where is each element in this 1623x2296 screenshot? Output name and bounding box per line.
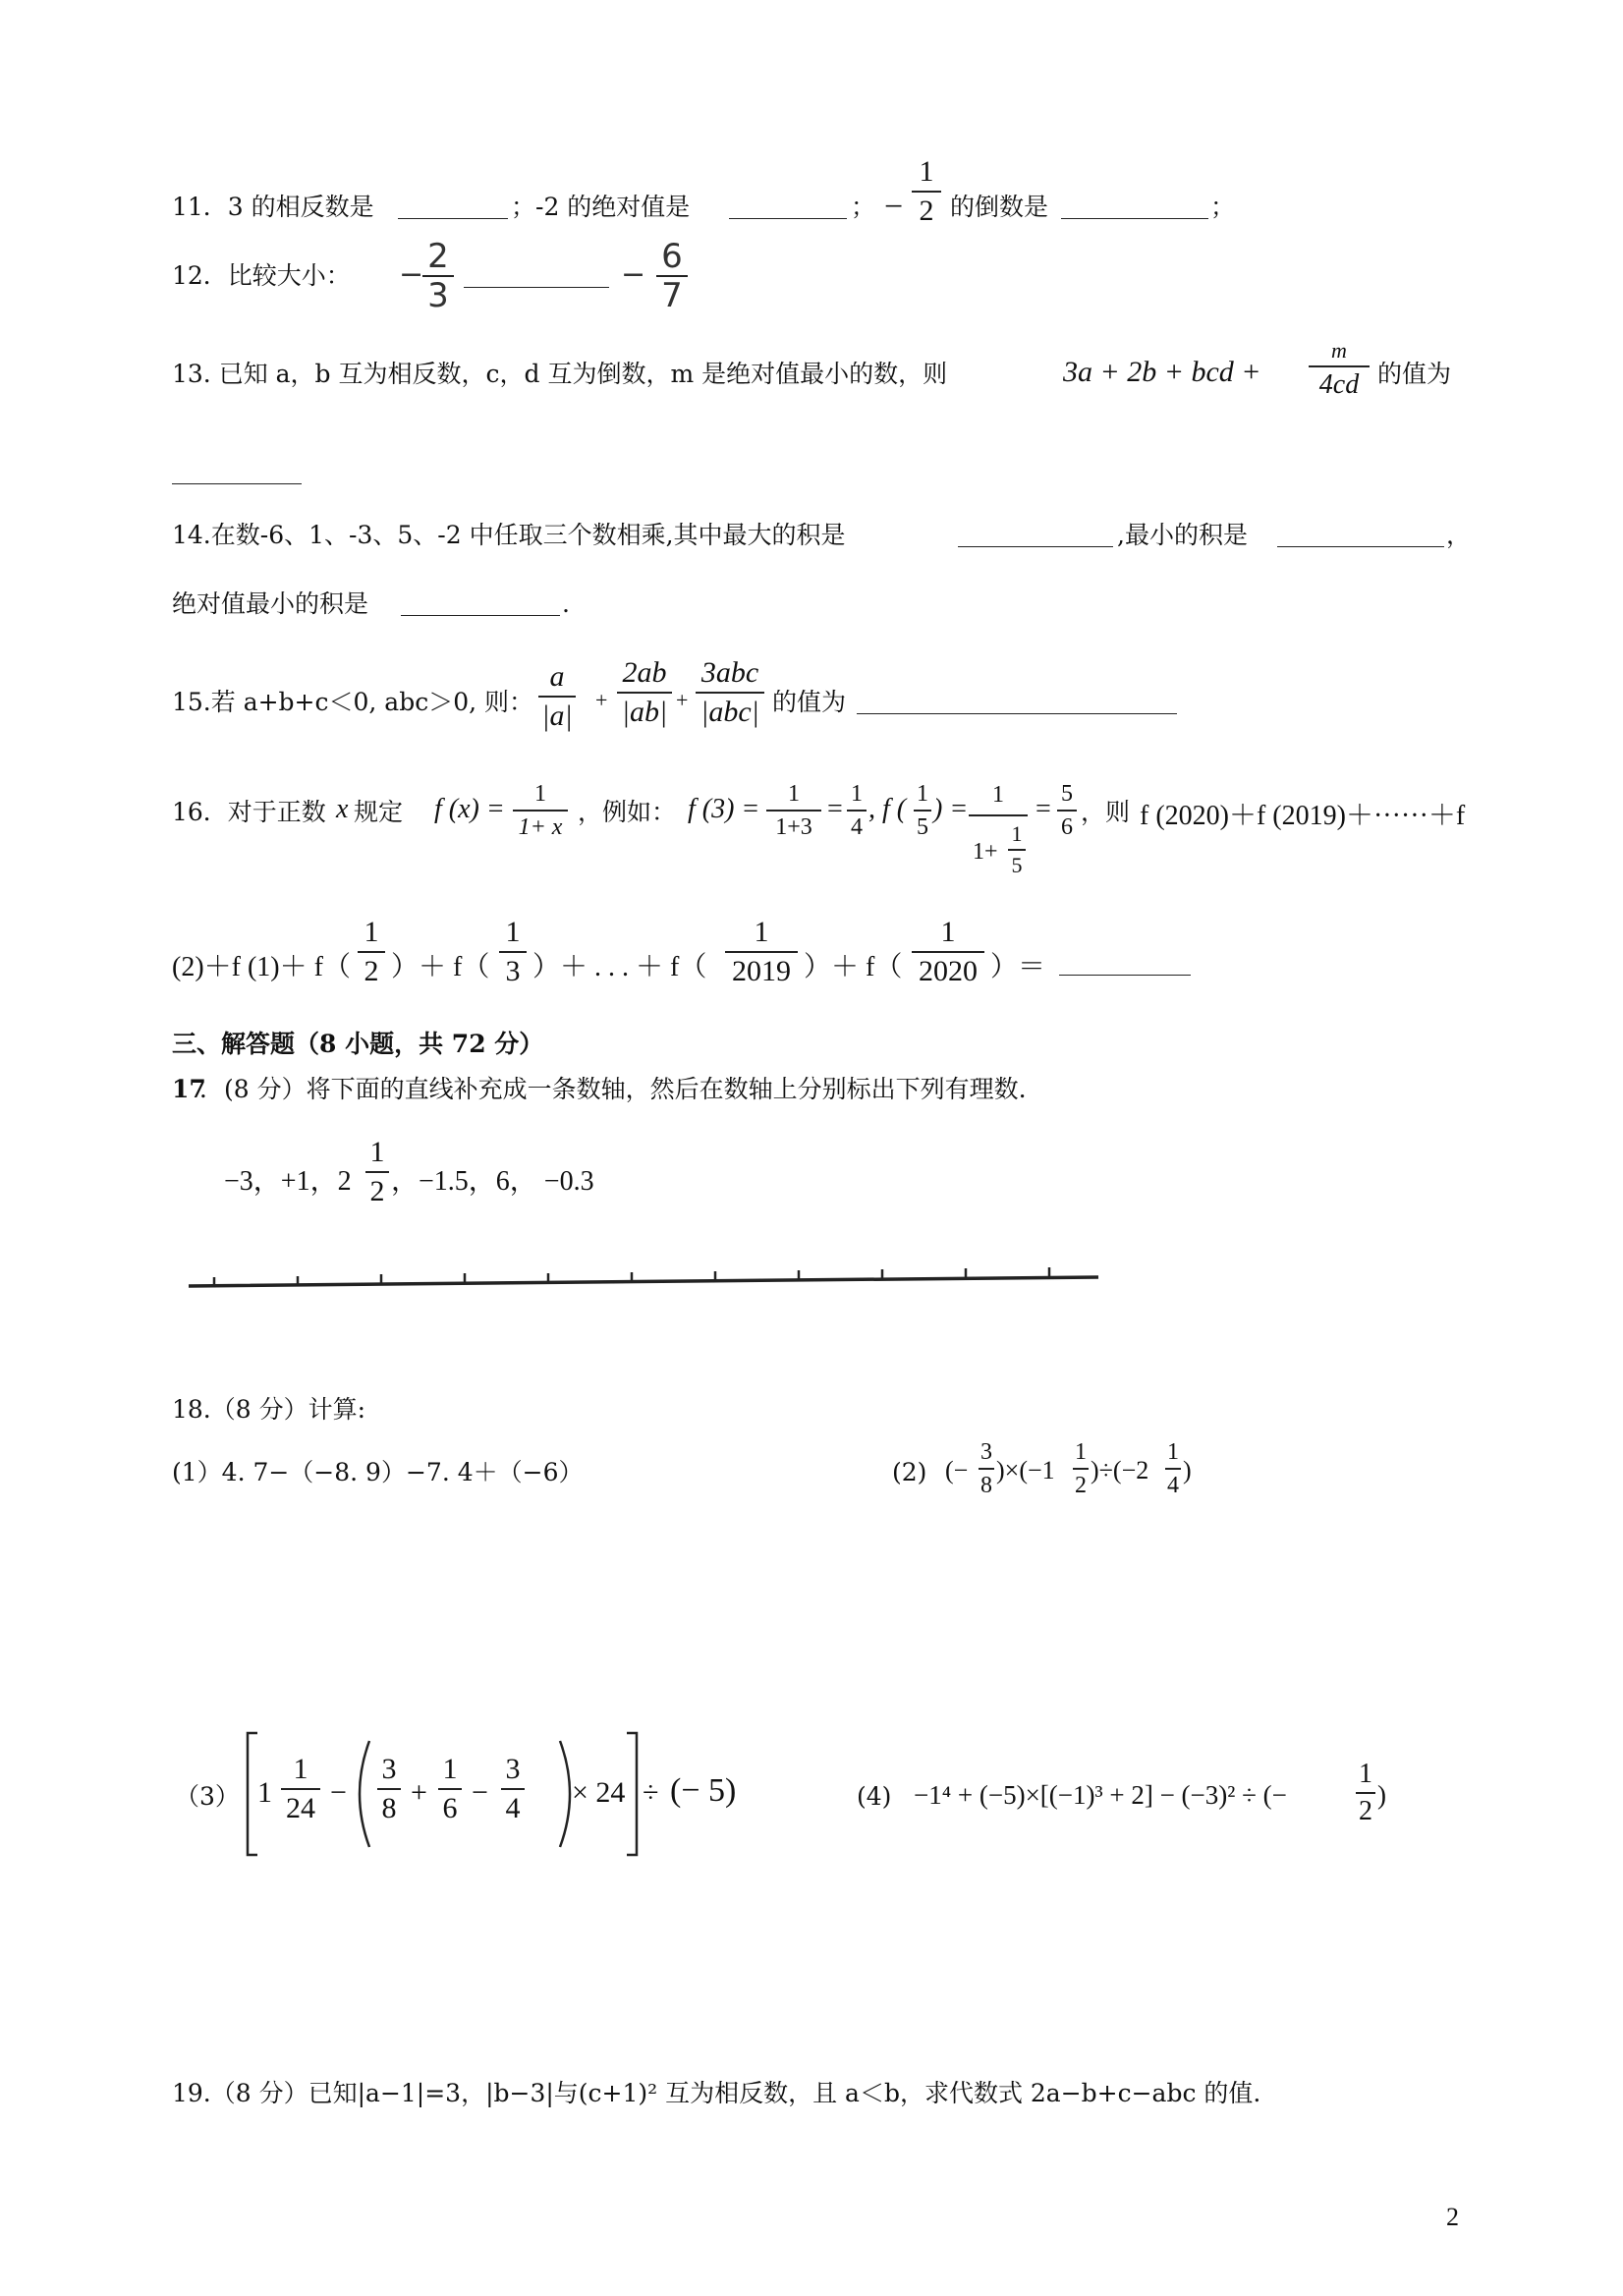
fraction-bar [438,1788,462,1790]
q18-p2-f2-den: 2 [1075,1473,1087,1498]
q16-eq-2: = [1035,794,1051,824]
q14-blank-abs[interactable] [401,615,560,616]
q15-f1-num: a [549,660,565,693]
q18-p2-frac-1 [979,1440,994,1497]
q16-f15-arg-num: 1 [917,781,928,807]
q16-t-den: 3 [505,955,521,987]
q17-mixed-fraction [365,1138,389,1206]
q16-h-den: 2 [364,955,379,987]
q18-p2-f1-den: 8 [980,1473,992,1498]
fraction-bar [501,1788,525,1790]
q13-text: 13. 已知 a，b 互为相反数，c，d 互为倒数，m 是绝对值最小的数，则 [172,360,948,388]
q16-rule: 规定 [354,798,404,826]
fraction-bar [538,696,576,698]
q16-f15-den-frac [1008,823,1026,876]
q11-minus: − [884,189,904,225]
q16-frac-2020 [912,918,984,986]
fraction-bar [725,951,798,953]
q17-values-a: −3，+1，2 [224,1166,352,1197]
fraction-bar [914,810,931,812]
fraction-bar [1073,1468,1089,1470]
q16-f15-pre: , f ( [868,794,907,824]
q16-f3-den: 1+3 [775,814,812,840]
q12-left-den: 3 [427,276,449,315]
q17-values-b: ，−1.5，6， −0.3 [391,1166,594,1197]
q16-f15-arg-den: 5 [917,814,928,840]
q15-fraction-1 [538,662,576,731]
q18-p3-frac-3 [438,1755,462,1823]
q11-frac-den: 2 [919,195,934,227]
q18-p2-a: (− [945,1456,969,1484]
q18-p2-f3-den: 4 [1167,1473,1179,1498]
q16-f15-den-num: 1 [1011,821,1023,846]
fraction-bar [1309,365,1370,367]
section-3-title: 三、解答题（8 小题，共 72 分） [172,1030,544,1058]
q11-text-a: 11．3 的相反数是 [172,193,374,221]
q15-f2-den: |ab| [621,696,668,728]
q18-p2-f1-num: 3 [980,1439,992,1465]
q16-f15-val-num: 5 [1061,781,1073,807]
q12-label: 12．比较大小： [172,261,351,290]
fraction-bar [696,692,764,694]
q13-frac-num: m [1331,338,1347,363]
fraction-bar [766,810,821,812]
q11-blank-3[interactable] [1061,218,1208,219]
q18-p3-f3-num: 1 [442,1753,458,1785]
q16-a-num: 1 [754,916,769,948]
q13-expr: 3a + 2b + bcd + [1063,356,1261,388]
q18-p2-frac-2 [1073,1440,1089,1497]
fraction-bar [513,810,568,812]
q14-line1-b: ,最小的积是 [1117,521,1248,549]
fraction-bar [377,1788,401,1790]
number-line-axis [189,1277,1098,1286]
q18-p3-tail: (− 5) [670,1772,737,1809]
q16-f15-den-a: 1+ [973,839,998,865]
left-parenthesis [360,1741,369,1847]
q15-f3-num: 3abc [700,656,759,689]
q15-plus-2: + [676,688,689,712]
q16-third [499,918,527,986]
q18-p3-f1-num: 1 [293,1753,308,1785]
q18-p2-c: )÷(−2 [1091,1456,1149,1484]
q16-fx-fraction [513,782,568,839]
q18-p3-f2-num: 3 [381,1753,397,1785]
q16-f3-val-den: 4 [851,814,863,840]
q14-blank-max[interactable] [958,546,1113,547]
q14-line1-a: 14.在数-6、1、-3、5、-2 中任取三个数相乘,其中最大的积是 [172,521,846,549]
q18-part-2-label: (2) [892,1458,927,1486]
fraction-bar [847,810,867,812]
q14-line1-c: ， [1446,521,1472,549]
q18-p3-f4-num: 3 [505,1753,521,1785]
q15-blank[interactable] [857,713,1177,714]
q18-p3-minus-2: − [472,1776,488,1809]
right-parenthesis [560,1741,570,1847]
q11-text-b: ；-2 的绝对值是 [511,193,691,221]
q16-f3: f (3) = [688,794,760,824]
fraction-bar [499,951,527,953]
fraction-bar [1057,810,1077,812]
q11-fraction [912,157,941,226]
q18-p3-f3-den: 6 [442,1792,458,1824]
q13-frac-den: 4cd [1318,369,1360,400]
q17-text: ．(8 分）将下面的直线补充成一条数轴，然后在数轴上分别标出下列有理数. [199,1075,1027,1103]
q11-text-d: 的倒数是 [950,193,1049,221]
q16-half [358,918,385,986]
q17-number: 17 [172,1075,206,1103]
q18-part-4-label: (4) [857,1782,892,1811]
q12-left-num: 2 [427,237,449,276]
q17-mixed-den: 2 [369,1175,385,1207]
q18-p4-num: 1 [1359,1759,1372,1789]
q15-plus-1: + [595,688,608,712]
page-number: 2 [1446,2203,1459,2231]
q16-f15-arg [914,782,931,839]
fraction-bar [1165,1468,1181,1470]
fraction-bar [365,1171,389,1173]
q13-fraction [1309,340,1370,399]
q16-eq-1: = [827,794,843,824]
q16-b-num: 1 [940,916,956,948]
q15-fraction-2 [617,658,672,727]
q15-tail: 的值为 [772,688,847,716]
q12-right-fraction [656,237,688,315]
q12-right-den: 7 [661,276,683,315]
q12-blank[interactable] [464,287,609,288]
fraction-bar [912,951,984,953]
q18-p3-f2-den: 8 [381,1792,397,1824]
fraction-bar [912,191,941,193]
q18-p3-plus: + [411,1776,427,1809]
q18-p2-f3-num: 1 [1167,1439,1179,1465]
q16-f3-val-num: 1 [851,781,863,807]
q18-p3-one: 1 [257,1776,272,1809]
q18-p3-minus: − [330,1776,347,1809]
left-square-bracket [248,1733,257,1855]
fraction-bar [979,1468,994,1470]
q16-line2-a: (2)＋f (1)＋ f（ [172,952,351,982]
q15-f2-num: 2ab [622,656,667,689]
q18-p2-d: ) [1183,1456,1192,1484]
q16-x: x [336,794,349,824]
q18-p3-frac-4 [501,1755,525,1823]
q16-line2-e: ）＝ [990,952,1046,982]
q12-left-minus: − [399,257,424,292]
q16-frac-2019 [725,918,798,986]
q16-b-den: 2020 [919,955,978,987]
q14-line2-a: 绝对值最小的积是 [172,589,369,618]
q16-f15-val-den: 6 [1061,814,1073,840]
q18-part-3-label: （3） [175,1782,240,1811]
fraction-bar [1356,1792,1375,1794]
q15-fraction-3 [696,658,764,727]
q18-part-1: (1）4. 7−（−8. 9）−7. 4＋（−6） [172,1458,584,1486]
q12-left-fraction [422,237,454,315]
q11-text-c: ； [851,193,876,221]
q11-text-e: ； [1210,193,1236,221]
q16-f15-value [1057,782,1077,839]
q13-tail: 的值为 [1377,360,1452,388]
q15-text: 15.若 a+b+c＜0, abc＞0, 则： [172,688,534,716]
q18-p4-expr: −1⁴ + (−5)×[(−1)³ + 2] − (−3)² ÷ (− [914,1780,1287,1810]
fraction-bar [617,692,672,694]
q14-blank-min[interactable] [1277,546,1444,547]
q11-blank-1[interactable] [398,218,508,219]
q18-p2-f2-num: 1 [1075,1439,1087,1465]
q16-f3-fraction [766,782,821,839]
right-square-bracket [627,1733,637,1855]
q18-p2-b: )×(−1 [996,1456,1055,1484]
q16-fx: f (x) = [434,794,505,824]
fraction-bar [281,1788,320,1790]
q16-line2-b: ）＋ f（ [391,952,490,982]
q16-h-num: 1 [364,916,379,948]
q16-f15-post: ) = [933,794,969,824]
q18-p3-f4-den: 4 [505,1792,521,1824]
q14-line2-b: . [562,589,570,618]
q16-f15-num: 1 [992,782,1004,808]
q16-line2-c: ）＋ . . . ＋ f（ [532,952,707,982]
q18-p3-frac-1 [281,1755,320,1823]
q16-sum-start: f (2020)＋f (2019)＋······＋f [1140,801,1466,831]
q18-p2-frac-3 [1165,1440,1181,1497]
q18-p3-frac-2 [377,1755,401,1823]
q16-t-num: 1 [505,916,521,948]
q12-right-minus: − [621,257,646,292]
q18-p4-fraction [1356,1761,1375,1825]
fraction-bar [969,814,1028,816]
q11-blank-2[interactable] [729,218,847,219]
q15-f3-den: |abc| [700,696,759,728]
q16-a-den: 2019 [732,955,791,987]
q16-fx-den: 1+ x [518,814,563,840]
q15-f1-den: |a| [541,700,573,732]
q11-frac-num: 1 [919,155,934,188]
q12-right-num: 6 [661,237,683,276]
q18-p4-den: 2 [1359,1796,1372,1826]
number-line[interactable] [177,1258,1100,1297]
q16-example: ，例如： [578,798,677,826]
q16-then: ，则 [1081,798,1131,826]
q18-p3-times: × 24 [572,1776,626,1809]
q18-p3-divide: ÷ [643,1776,659,1809]
q16-f3-value [847,782,867,839]
q16-fx-num: 1 [534,781,546,807]
q16-line2-d: ）＋ f（ [804,952,903,982]
q18-title: 18.（8 分）计算: [172,1395,366,1424]
fraction-bar [358,951,385,953]
q17-mixed-num: 1 [369,1136,385,1168]
q18-p3-f1-den: 24 [286,1792,315,1824]
q18-p4-end: ) [1377,1780,1386,1810]
q13-blank[interactable] [172,483,302,484]
q16-blank[interactable] [1059,975,1191,976]
fraction-bar [1008,849,1026,851]
q16-f15-den-den: 5 [1011,853,1023,877]
q16-f3-num: 1 [788,781,800,807]
q16-label: 16．对于正数 [172,798,326,826]
question-19: 19.（8 分）已知|a−1|=3，|b−3|与(c+1)² 互为相反数，且 a＜b，求代数式 2a−b+c−abc 的值. [172,2079,1261,2107]
